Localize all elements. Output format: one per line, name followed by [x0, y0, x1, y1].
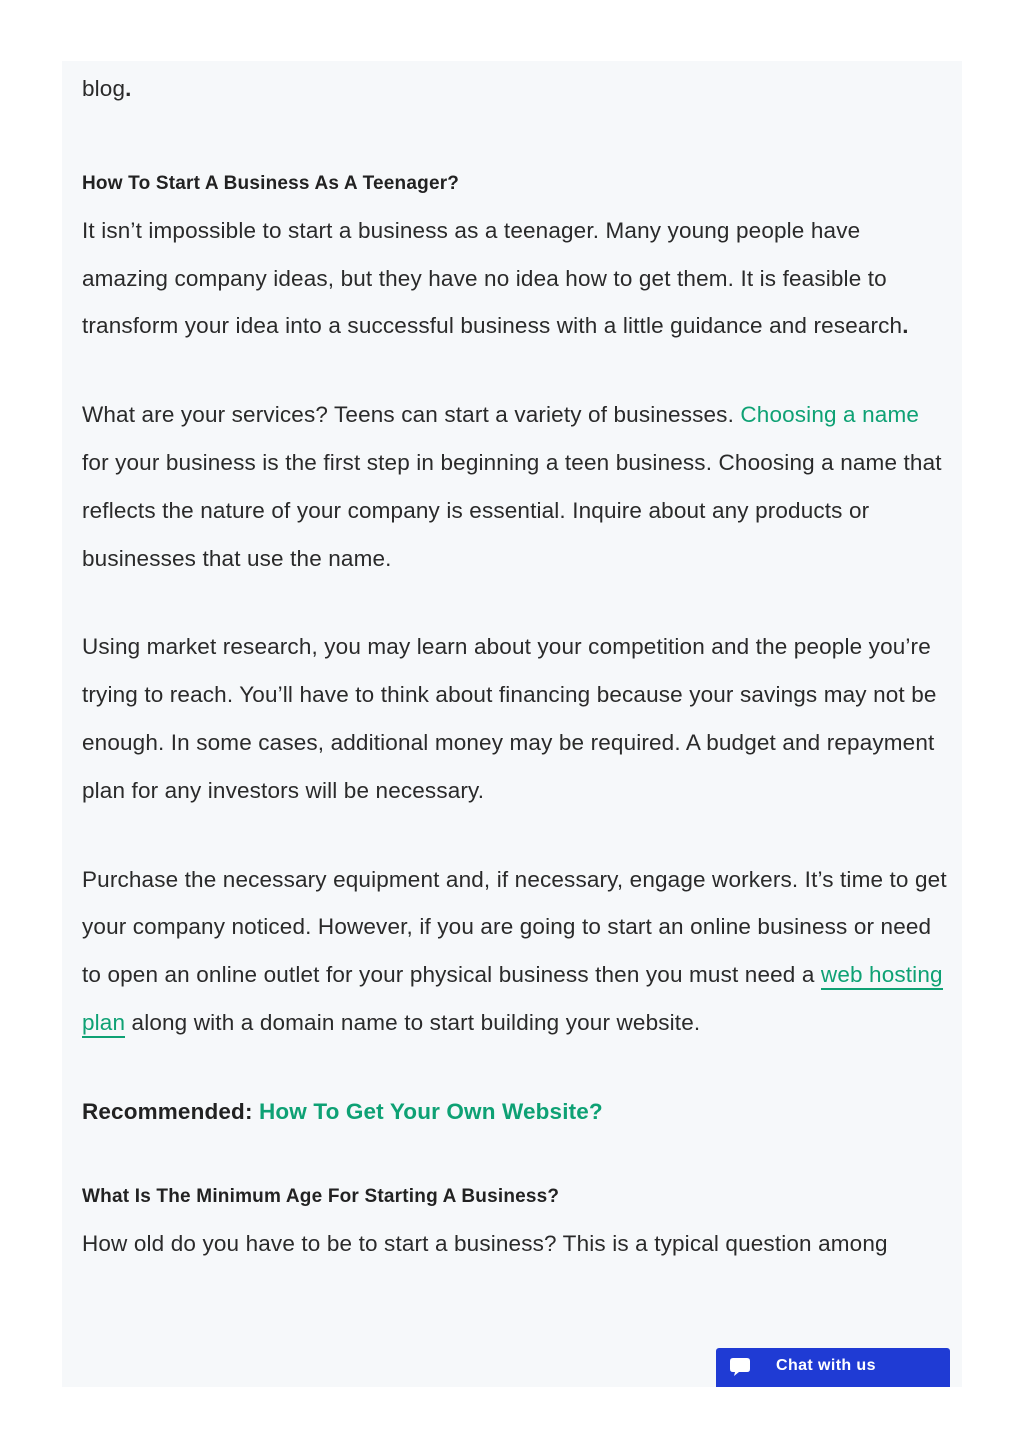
paragraph-equipment [82, 856, 950, 1047]
article-page [62, 61, 962, 1387]
paragraph-market-research: Using market research, you may learn about your competition and the people you’re trying to reach. You’ll have to think about financing because your savings may not be enough. In some cases, additional money may be required. A budget and repayment plan for any investors will be necessary. [82, 634, 937, 803]
paragraph-impossible [82, 207, 950, 350]
choosing-a-name-link[interactable]: Choosing a name [740, 402, 920, 428]
recommended-line [82, 1088, 950, 1136]
paragraph-impossible-punct: . [902, 313, 909, 339]
paragraph-services [82, 391, 950, 582]
recommended-label: Recommended: [82, 1098, 253, 1124]
chat-label: Chat with us [776, 1357, 876, 1374]
section-heading-minimum-age: What Is The Minimum Age For Starting A Business? [82, 1185, 560, 1207]
article-content [82, 61, 950, 1267]
paragraph-impossible-text: It isn’t impossible to start a business as a teenager. Many young people have amazing company ideas, but they have no idea how to get them. It is feasible to transform your idea into a successful business with a little guidance and research [82, 217, 903, 339]
paragraph-services-rest: for your business is the first step in beginning a teen business. Choosing a name that reflects the nature of your company is essential. Inquire about any products or businesses that use the name. [82, 449, 942, 571]
chat-widget-button[interactable] [716, 1348, 950, 1387]
paragraph-equipment-text: Purchase the necessary equipment and, if necessary, engage workers. It’s time to get your company noticed. However, if you are going to start an online business or need to open an online outlet for your physical business then you must need a [82, 866, 947, 988]
web-hosting-plan-link[interactable]: web hosting plan [82, 962, 943, 1038]
paragraph-equipment-rest: along with a domain name to start building your website. [125, 1009, 701, 1035]
chat-bubble-icon [729, 1357, 751, 1377]
intro-tail [82, 65, 950, 113]
recommended-link[interactable]: How To Get Your Own Website? [259, 1098, 603, 1124]
section-heading-teenager: How To Start A Business As A Teenager? [82, 172, 460, 194]
paragraph-how-old: How old do you have to be to start a business? This is a typical question among [82, 1230, 888, 1256]
intro-tail-punct: . [125, 76, 132, 101]
paragraph-services-text: What are your services? Teens can start a variety of businesses. [82, 402, 741, 428]
intro-tail-text: blog [82, 76, 126, 101]
